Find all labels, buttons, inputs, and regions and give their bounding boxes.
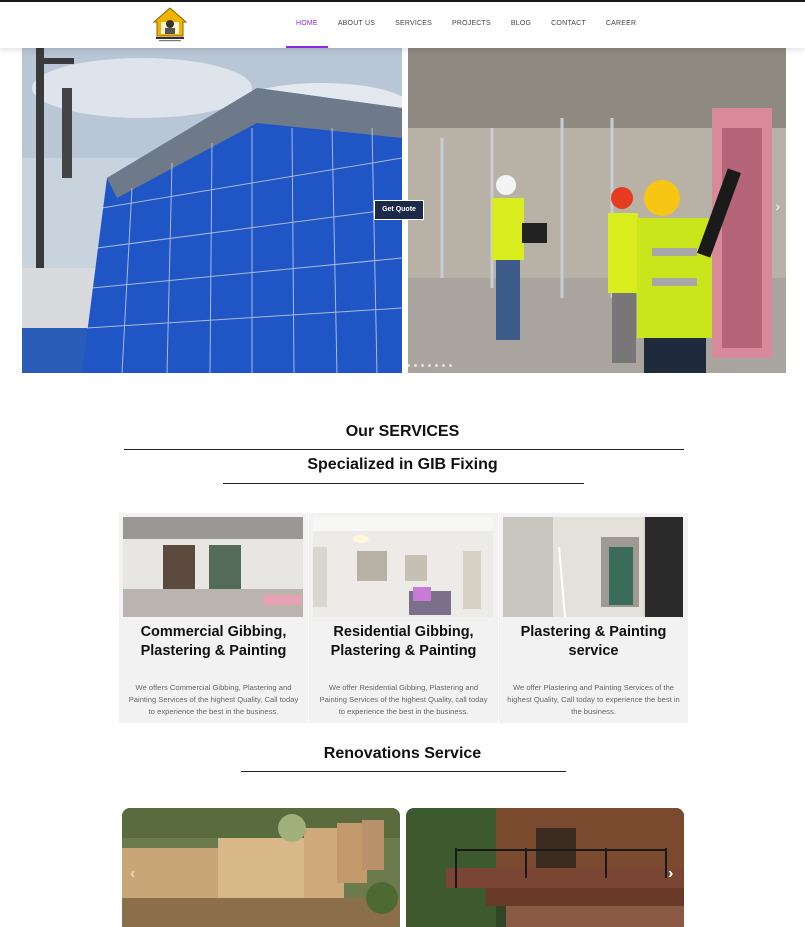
service-card-desc-line: Painting Services of the highest Quality, call today [319, 695, 488, 704]
service-card-image [313, 517, 493, 617]
service-card-title-line: Commercial Gibbing, [140, 624, 287, 640]
service-card-title [119, 623, 308, 661]
renovations-title-divider [241, 771, 566, 772]
service-card-description [119, 682, 308, 718]
chevron-left-icon[interactable]: ‹ [130, 865, 136, 882]
renovation-image-deck[interactable] [406, 808, 684, 927]
service-card-image [503, 517, 683, 617]
slider-dot[interactable] [414, 364, 417, 367]
service-card-residential[interactable] [309, 513, 498, 723]
slider-dot[interactable] [421, 364, 424, 367]
slider-dot[interactable] [442, 364, 445, 367]
get-quote-button[interactable]: Get Quote [374, 200, 424, 220]
service-card-title-line: Plastering & Painting [330, 643, 477, 659]
service-card-desc-line: We offer Plastering and Painting Services of the [513, 683, 674, 692]
service-card-desc-line: Painting Services of the highest Quality, Call today [128, 695, 299, 704]
renovation-image-retaining-wall[interactable] [122, 808, 400, 927]
service-card-description [309, 682, 498, 718]
service-card-desc-line: the business. [571, 707, 616, 716]
service-card-desc-line: We offer Residential Gibbing, Plastering and [328, 683, 479, 692]
slider-dot[interactable] [435, 364, 438, 367]
main-nav [286, 2, 646, 48]
service-card-title-line: Plastering & Painting [520, 624, 667, 640]
service-card-desc-line: to experience the best in the business. [338, 707, 469, 716]
service-card-title-line: Residential Gibbing, [333, 624, 474, 640]
nav-career[interactable]: CAREER [605, 20, 637, 27]
services-title: Our SERVICES [345, 423, 460, 440]
services-title-divider [124, 449, 684, 450]
nav-services[interactable]: SERVICES [395, 20, 432, 27]
chevron-right-icon[interactable]: › [668, 865, 674, 882]
service-card-commercial[interactable] [119, 513, 308, 723]
renovations-title: Renovations Service [323, 745, 482, 762]
nav-projects[interactable]: PROJECTS [451, 20, 491, 27]
hero-slider[interactable] [22, 48, 786, 373]
nav-contact[interactable]: CONTACT [551, 20, 586, 27]
nav-home[interactable]: HOME [286, 2, 328, 48]
services-subtitle: Specialized in GIB Fixing [307, 456, 498, 473]
slider-dot[interactable] [407, 364, 410, 367]
service-card-description [499, 682, 688, 718]
service-card-title [309, 623, 498, 661]
service-card-title-line: Plastering & Painting [140, 643, 287, 659]
service-card-desc-line: to experience the best in the business. [148, 707, 279, 716]
site-header [0, 2, 805, 48]
service-card-title-line: service [568, 643, 619, 659]
company-logo[interactable] [151, 6, 189, 42]
slider-dot[interactable] [449, 364, 452, 367]
service-card-title [499, 623, 688, 661]
nav-blog[interactable]: BLOG [510, 20, 532, 27]
nav-about-us[interactable]: ABOUT US [337, 20, 376, 27]
service-card-plastering[interactable] [499, 513, 688, 723]
services-subtitle-divider [223, 483, 584, 484]
slider-dot[interactable] [428, 364, 431, 367]
service-card-desc-line: We offers Commercial Gibbing, Plastering and [135, 683, 292, 692]
chevron-right-icon[interactable]: › [775, 198, 780, 214]
service-card-image [123, 517, 303, 617]
service-card-desc-line: highest Quality, Call today to experience the best in [507, 695, 680, 704]
slider-dots [407, 364, 452, 367]
